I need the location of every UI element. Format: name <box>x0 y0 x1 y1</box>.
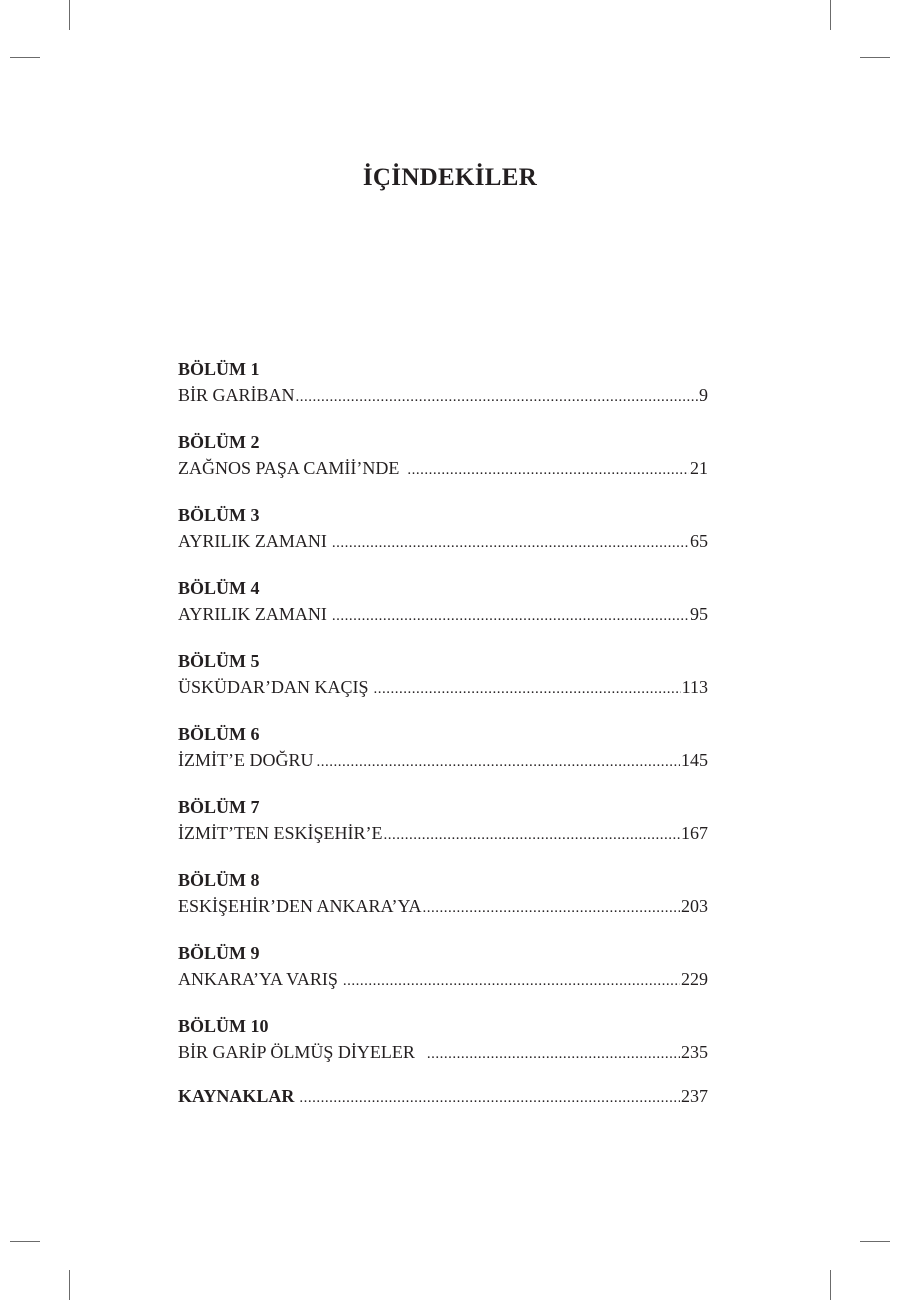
chapter-title: İZMİT’E DOĞRU <box>178 750 314 770</box>
toc-entry[interactable] <box>178 1039 708 1065</box>
toc-entry[interactable] <box>178 455 708 481</box>
crop-mark-bottom-left <box>69 1270 70 1300</box>
chapter-title: ZAĞNOS PAŞA CAMİİ’NDE <box>178 458 400 478</box>
crop-mark-right-top <box>860 57 890 58</box>
page-number: 229 <box>681 969 708 989</box>
chapter-label: BÖLÜM 2 <box>178 432 260 452</box>
page-number: 235 <box>681 1042 708 1062</box>
toc-entry-sources[interactable] <box>178 1083 708 1109</box>
toc-chapter-7 <box>178 794 708 846</box>
toc-entry[interactable] <box>178 820 708 846</box>
toc-chapter-3 <box>178 502 708 554</box>
dot-leader <box>343 968 680 992</box>
dot-leader <box>423 895 680 919</box>
page-number: 65 <box>690 531 708 551</box>
dot-leader <box>316 749 680 773</box>
toc-entry[interactable] <box>178 893 708 919</box>
dot-leader <box>427 1041 680 1065</box>
page-title: İÇİNDEKİLER <box>362 164 538 191</box>
crop-mark-left-top <box>10 57 40 58</box>
toc-chapter-10 <box>178 1013 708 1065</box>
crop-mark-right-bottom <box>860 1241 890 1242</box>
chapter-label: BÖLÜM 3 <box>178 505 260 525</box>
chapter-title: BİR GARİBAN <box>178 385 295 405</box>
crop-mark-top-right <box>830 0 831 30</box>
toc-chapter-2 <box>178 429 708 481</box>
crop-mark-left-bottom <box>10 1241 40 1242</box>
dot-leader <box>296 384 698 408</box>
dot-leader <box>407 457 689 481</box>
toc-entry[interactable] <box>178 966 708 992</box>
dot-leader <box>383 822 680 846</box>
dot-leader <box>299 1085 680 1109</box>
chapter-label: BÖLÜM 1 <box>178 359 260 379</box>
toc-chapter-1 <box>178 356 708 408</box>
chapter-title: ANKARA’YA VARIŞ <box>178 969 338 989</box>
toc-chapter-4 <box>178 575 708 627</box>
page-number: 145 <box>681 750 708 770</box>
crop-mark-bottom-right <box>830 1270 831 1300</box>
chapter-title: İZMİT’TEN ESKİŞEHİR’E <box>178 823 383 843</box>
sources-title: KAYNAKLAR <box>178 1086 295 1106</box>
table-of-contents <box>178 356 708 1109</box>
toc-chapter-5 <box>178 648 708 700</box>
dot-leader <box>374 676 681 700</box>
chapter-label: BÖLÜM 9 <box>178 943 260 963</box>
chapter-title: AYRILIK ZAMANI <box>178 604 327 624</box>
toc-entry[interactable] <box>178 382 708 408</box>
chapter-label: BÖLÜM 5 <box>178 651 260 671</box>
page-number: 113 <box>681 677 708 697</box>
page-number: 9 <box>699 385 708 405</box>
chapter-title: BİR GARİP ÖLMÜŞ DİYELER <box>178 1042 415 1062</box>
page-number: 21 <box>690 458 708 478</box>
toc-chapter-9 <box>178 940 708 992</box>
toc-chapter-8 <box>178 867 708 919</box>
page-number: 167 <box>681 823 708 843</box>
dot-leader <box>332 603 689 627</box>
page-number: 95 <box>690 604 708 624</box>
toc-entry[interactable] <box>178 528 708 554</box>
chapter-label: BÖLÜM 4 <box>178 578 260 598</box>
chapter-label: BÖLÜM 7 <box>178 797 260 817</box>
chapter-label: BÖLÜM 10 <box>178 1016 269 1036</box>
dot-leader <box>332 530 689 554</box>
chapter-label: BÖLÜM 8 <box>178 870 260 890</box>
crop-mark-top-left <box>69 0 70 30</box>
chapter-title: ÜSKÜDAR’DAN KAÇIŞ <box>178 677 369 697</box>
toc-entry[interactable] <box>178 747 708 773</box>
toc-entry[interactable] <box>178 674 708 700</box>
toc-chapter-6 <box>178 721 708 773</box>
chapter-title: AYRILIK ZAMANI <box>178 531 327 551</box>
page-number: 203 <box>681 896 708 916</box>
chapter-title: ESKİŞEHİR’DEN ANKARA’YA <box>178 896 422 916</box>
chapter-label: BÖLÜM 6 <box>178 724 260 744</box>
page-number: 237 <box>681 1086 708 1106</box>
toc-entry[interactable] <box>178 601 708 627</box>
